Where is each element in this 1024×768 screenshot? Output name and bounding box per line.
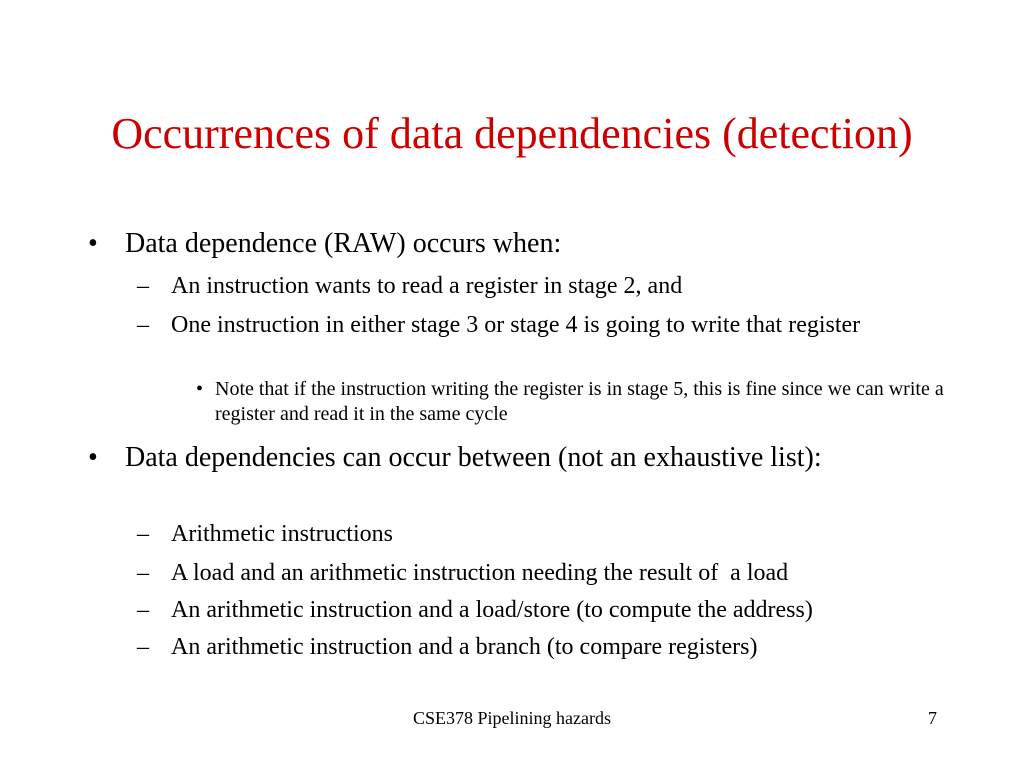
bullet-2-sub-1-text: Arithmetic instructions (171, 521, 393, 547)
bullet-1-sub-2-text: One instruction in either stage 3 or stage 4 is going to write that register (171, 312, 861, 338)
bullet-marker: • (88, 442, 98, 473)
dash-marker: – (137, 597, 149, 623)
bullet-marker: • (196, 378, 204, 400)
bullet-2-sub-2-text: A load and an arithmetic instruction needing the result of a load (171, 560, 789, 586)
bullet-2-sub-4-text: An arithmetic instruction and a branch (to compare registers) (171, 634, 758, 660)
bullet-2-text: Data dependencies can occur between (not an exhaustive list): (125, 442, 822, 473)
footer-page-number: 7 (928, 708, 937, 728)
bullet-1-sub-2-note-text: Note that if the instruction writing the register is in stage 5, this is fine since we can write a register and read it in the same cycle (215, 378, 944, 425)
bullet-marker: • (88, 228, 98, 259)
footer-course-title: CSE378 Pipelining hazards (413, 708, 611, 728)
dash-marker: – (137, 312, 149, 338)
bullet-1-text: Data dependence (RAW) occurs when: (125, 228, 562, 259)
dash-marker: – (137, 273, 149, 299)
bullet-2-sub-3-text: An arithmetic instruction and a load/store (to compute the address) (171, 597, 813, 623)
bullet-1-sub-1-text: An instruction wants to read a register in stage 2, and (171, 273, 683, 299)
dash-marker: – (137, 560, 149, 586)
slide-title: Occurrences of data dependencies (detection) (111, 109, 913, 158)
dash-marker: – (137, 521, 149, 547)
dash-marker: – (137, 634, 149, 660)
